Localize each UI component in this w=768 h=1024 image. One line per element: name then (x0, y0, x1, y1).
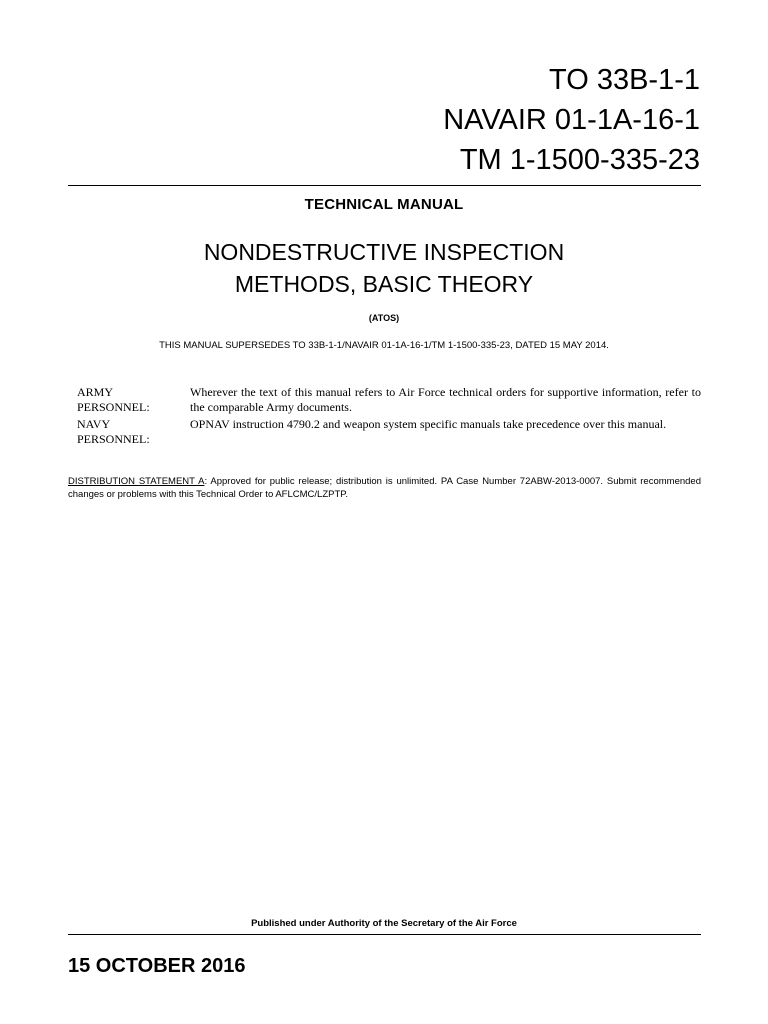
navy-personnel-note (77, 417, 701, 447)
distribution-statement (68, 475, 701, 501)
distribution-label: DISTRIBUTION STATEMENT A (68, 476, 205, 487)
navy-personnel-label: NAVY PERSONNEL: (77, 417, 150, 446)
top-divider (68, 185, 701, 186)
authority-line: Published under Authority of the Secretary of the Air Force (251, 918, 517, 929)
to-number: TO 33B-1-1 (549, 64, 700, 96)
tm-number: TM 1-1500-335-23 (459, 144, 700, 176)
navair-number: NAVAIR 01-1A-16-1 (443, 104, 700, 136)
issue-date: 15 OCTOBER 2016 (68, 955, 246, 977)
navy-personnel-text: OPNAV instruction 4790.2 and weapon system specific manuals take precedence over this manual. (190, 417, 667, 431)
title-line-2: METHODS, BASIC THEORY (234, 271, 534, 297)
army-personnel-label: ARMY PERSONNEL: (77, 385, 150, 414)
title-line-1: NONDESTRUCTIVE INSPECTION (203, 239, 565, 265)
army-personnel-text: Wherever the text of this manual refers to Air Force technical orders for supportive information, refer to the comparable Army documents. (190, 385, 701, 414)
bottom-divider (68, 934, 701, 935)
document-numbers (443, 60, 700, 180)
supersedes-notice: THIS MANUAL SUPERSEDES TO 33B-1-1/NAVAIR 01-1A-16-1/TM 1-1500-335-23, DATED 15 MAY 2014. (159, 340, 609, 351)
manual-type-heading: TECHNICAL MANUAL (304, 196, 464, 213)
army-personnel-note (77, 385, 701, 415)
subtitle-atos: (ATOS) (368, 313, 400, 323)
distribution-text: : Approved for public release; distribution is unlimited. PA Case Number 72ABW-2013-0007. Submit recommended changes or problems with this Technical Order to AFLCMC/LZPTP. (68, 476, 701, 500)
document-title (0, 236, 768, 300)
personnel-notes (77, 385, 701, 449)
